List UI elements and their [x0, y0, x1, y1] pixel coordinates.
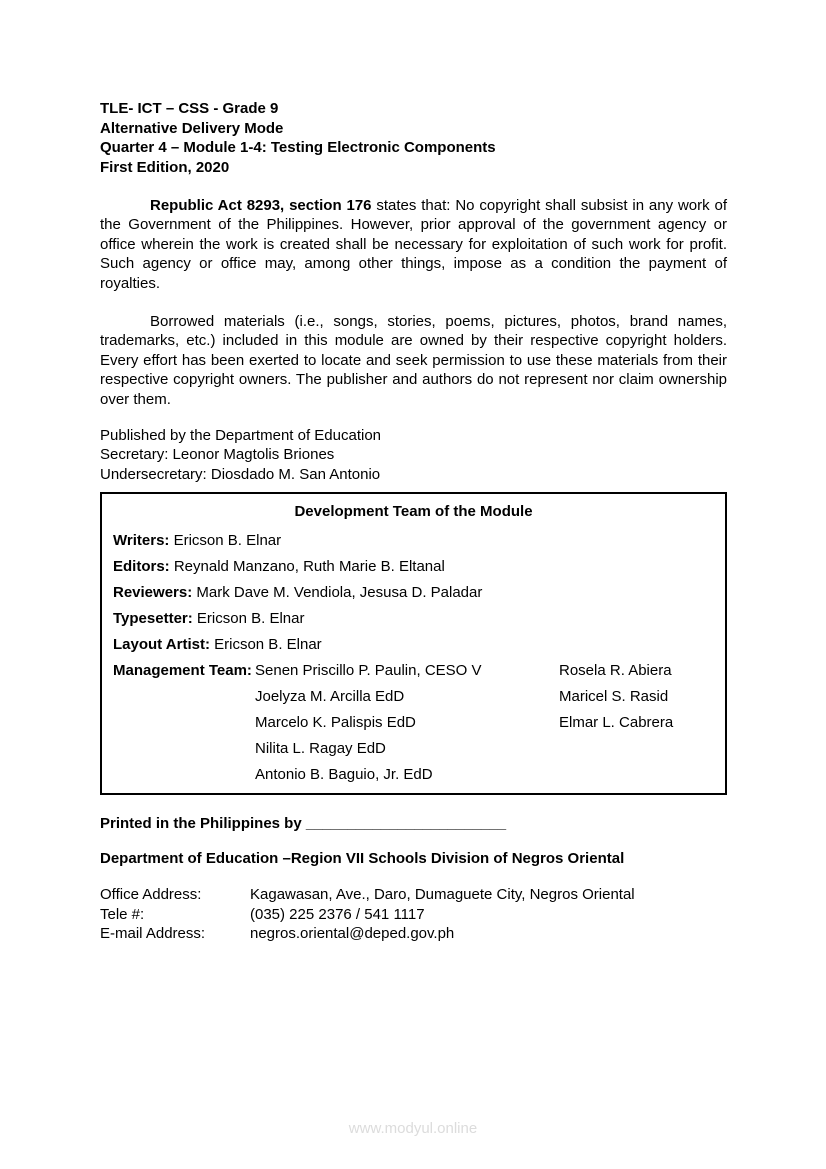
contact-label: Office Address: — [100, 886, 202, 904]
contact-block — [100, 885, 727, 943]
management-team-column2 — [559, 658, 673, 736]
printed-in-philippines-line: Printed in the Philippines by ________________________ — [100, 815, 507, 833]
role-row-reviewers — [113, 580, 714, 606]
management-member: Rosela R. Abiera — [559, 662, 672, 680]
role-value: Ericson B. Elnar — [214, 636, 322, 654]
contact-row-email — [100, 924, 727, 943]
role-row-editors — [113, 554, 714, 580]
page-content — [100, 99, 727, 944]
role-row-writers — [113, 528, 714, 554]
role-row-layout-artist — [113, 632, 714, 658]
watermark: www.modyul.online — [348, 1120, 478, 1137]
development-team-title: Development Team of the Module — [294, 503, 533, 521]
management-team-column1 — [255, 658, 482, 788]
copyright-paragraph-rest: states that: No copyright shall subsist in any work of the Government of the Philippines. However, prior approval of the government agency or office wherein the work is created shall be necessary for exploitation of such work for profit. Such agency or office may, among other things, impose as a condition the payment of royalties. — [100, 197, 728, 292]
management-member: Antonio B. Baguio, Jr. EdD — [255, 766, 433, 784]
undersecretary-line: Undersecretary: Diosdado M. San Antonio — [100, 465, 381, 483]
borrowed-materials-paragraph: Borrowed materials (i.e., songs, stories, poems, pictures, photos, brand names, trademarks, etc.) included in this module are owned by their respective copyright holders. Every effort has been exerted to locate and seek permission to use these materials from their respective copyright owners. The publisher and authors do not represent nor claim ownership over them. — [100, 313, 727, 408]
role-label: Writers: — [113, 532, 170, 550]
role-label: Reviewers: — [113, 584, 193, 602]
publisher-block — [100, 426, 727, 484]
role-label: Layout Artist: — [113, 636, 210, 654]
management-member: Marcelo K. Palispis EdD — [255, 714, 416, 732]
management-team-label: Management Team: — [113, 662, 252, 680]
management-member: Maricel S. Rasid — [559, 688, 669, 706]
role-row-typesetter — [113, 606, 714, 632]
management-member: Senen Priscillo P. Paulin, CESO V — [255, 662, 482, 680]
header-line-module-title: Quarter 4 – Module 1-4: Testing Electronic Components — [100, 139, 496, 156]
header-line-edition: First Edition, 2020 — [100, 158, 230, 176]
role-value: Ericson B. Elnar — [173, 532, 282, 550]
module-header — [100, 99, 727, 177]
role-label: Editors: — [113, 558, 170, 576]
contact-value: negros.oriental@deped.gov.ph — [250, 925, 455, 943]
management-member: Elmar L. Cabrera — [559, 714, 674, 732]
contact-value: Kagawasan, Ave., Daro, Dumaguete City, Negros Oriental — [250, 886, 635, 904]
role-value: Reynald Manzano, Ruth Marie B. Eltanal — [173, 558, 445, 576]
development-team-box — [100, 492, 727, 795]
contact-label: E-mail Address: — [100, 925, 206, 943]
role-value: Ericson B. Elnar — [196, 610, 305, 628]
role-value: Mark Dave M. Vendiola, Jesusa D. Paladar — [196, 584, 483, 602]
management-team-section — [113, 658, 714, 788]
secretary-line: Secretary: Leonor Magtolis Briones — [100, 446, 335, 464]
header-line-mode: Alternative Delivery Mode — [100, 119, 284, 137]
management-member: Nilita L. Ragay EdD — [255, 740, 386, 758]
schools-division-line: Department of Education –Region VII Schools Division of Negros Oriental — [100, 850, 625, 868]
copyright-paragraph — [100, 196, 727, 293]
header-line-course: TLE- ICT – CSS - Grade 9 — [100, 100, 279, 117]
contact-value: (035) 225 2376 / 541 1117 — [250, 905, 425, 923]
role-label: Typesetter: — [113, 610, 193, 628]
contact-row-office-address — [100, 885, 727, 904]
contact-row-telephone — [100, 905, 727, 924]
contact-label: Tele #: — [100, 905, 145, 923]
management-member: Joelyza M. Arcilla EdD — [255, 688, 405, 706]
published-by-line: Published by the Department of Education — [100, 427, 382, 445]
republic-act-bold: Republic Act 8293, section 176 — [150, 197, 372, 214]
